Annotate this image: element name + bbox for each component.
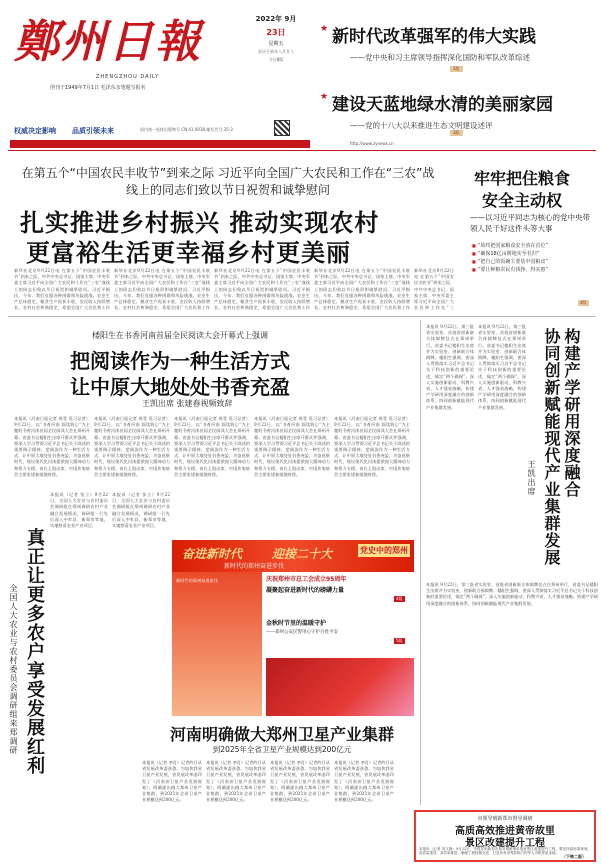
left-headline: 真正让更多农户享受发展红利 <box>24 528 45 775</box>
right-story[interactable] <box>422 320 598 805</box>
right-body-col3: 本报讯 9月22日，第三批省实验室、首批省创新联合体揭牌仪式在郑州举行。省委书记楼阳生出席并为实验室、创新联合体揭牌。楼阳生强调，要深入贯彻落实习近平总书记关于科技创新的重要论述，锚定“两个确保”，深入实施创新驱动、科教兴省、人才强省战略，构建产学研用深度融合的创新体系，协同创新赋能现代产业集群发展。 <box>426 582 598 606</box>
right-title-col2: 协同创新赋能现代产业集群发展 <box>542 328 561 566</box>
side-box-subtitle: ——以习近平同志为核心的党中央带领人民干好这件头等大事 <box>470 213 590 233</box>
second-kicker: 楼阳生在书香河南首届全民阅读大会开幕式上强调 <box>92 331 268 340</box>
left-body-col2: 本报讯（记者 张立）9月22日，全国人大农业与农村委员会调研组在郑州调研农村产业融合发展情况，调研组一行先后深入中牟县、新郑市等地，实地察看农业产业项目。 <box>112 492 170 529</box>
second-body-col4: 本报讯（河南日报记者 周青 见习记者）9月22日，以“书香河南 阅读润心”为主题的书香河南首届全民阅读大会在郑州开幕。省委书记楼阳生出席开幕式并强调，要深入学习贯彻习近平总书记关于阅读的重要指示精神，把阅读作为一种生活方式，让中原大地处处书香充盈，为奋进新时代、建设现代化河南提供强大精神动力和智力支撑。省长王凯出席，中国作家协会主席张建春视频致辞。 <box>254 416 330 477</box>
logo-pinyin: ZHENGZHOU DAILY <box>96 74 160 80</box>
feature-box[interactable] <box>172 540 414 718</box>
page-count: 今日8版 <box>268 57 284 62</box>
side-box-bullets <box>472 242 592 274</box>
feature-item-1[interactable] <box>266 572 414 612</box>
founding-note: 创刊于1949年7月1日 毛泽东亲笔题写报名 <box>50 85 146 91</box>
lead-body-col4: 新华社北京9月22日电 在第五个“中国农民丰收节”到来之际，中共中央总书记、国家主席、中央军委主席习近平向全国广大农民和工作在“三农”战线上的同志们致以节日祝贺和诚挚慰问。习近平指出，今年，我们克服各种困难和风险挑战，农业生产总体稳定，粮食生产再获丰收，农民收入持续增长，农村社会和谐稳定。希望全国广大农民和工作 <box>314 268 410 310</box>
masthead <box>0 0 601 156</box>
slogan-1: 权威决定影响 <box>14 127 56 135</box>
bottom-body-col1: 本报讯（记者 李肖）记者昨日从省发展改革委获悉，为加快我省卫星产业发展，省发展改革委印发了《河南省卫星产业发展规划》，明确提出做大郑州卫星产业集群，到2025年全省卫星产业规模达到200亿元。 <box>142 760 202 803</box>
bottom-subtitle: 到2025年全省卫星产业规模达到200亿元 <box>212 745 352 754</box>
page-tag: 5版 <box>396 638 403 643</box>
right-body-col2: 本报讯 9月22日，第三批省实验室、首批省创新联合体揭牌仪式在郑州举行。省委书记楼阳生出席并为实验室、创新联合体揭牌。楼阳生强调，要深入贯彻落实习近平总书记关于科技创新的重要论述，锚定“两个确保”，深入实施创新驱动、科教兴省、人才强省战略，构建产学研用深度融合的创新体系，协同创新赋能现代产业集群发展。 <box>478 324 526 410</box>
lead-body-col2: 新华社北京9月22日电 在第五个“中国农民丰收节”到来之际，中共中央总书记、国家主席、中央军委主席习近平向全国广大农民和工作在“三农”战线上的同志们致以节日祝贺和诚挚慰问。习近平指出，今年，我们克服各种困难和风险挑战，农业生产总体稳定，粮食生产再获丰收，农民收入持续增长，农村社会和谐稳定。希望全国广大农民和工作 <box>114 268 210 310</box>
side-box[interactable] <box>466 160 594 310</box>
highlight-headline-line1: 高质高效推进黄帝故里 <box>455 826 555 837</box>
right-title-col1: 构建产学研用深度融合 <box>562 328 581 498</box>
right-byline: 王凯出席 <box>527 460 536 496</box>
second-headline-line1: 把阅读作为一种生活方式 <box>70 349 290 373</box>
second-body-col1: 本报讯（河南日报记者 周青 见习记者）9月22日，以“书香河南 阅读润心”为主题的书香河南首届全民阅读大会在郑州开幕。省委书记楼阳生出席开幕式并强调，要深入学习贯彻习近平总书记关于阅读的重要指示精神，把阅读作为一种生活方式，让中原大地处处书香充盈，为奋进新时代、建设现代化河南提供强大精神动力和智力支撑。省长王凯出席，中国作家协会主席张建春视频致辞。 <box>14 416 90 477</box>
lead-story[interactable] <box>0 153 460 313</box>
feature-item-subtitle: 凝聚起奋进新时代的磅礴力量 <box>266 587 345 594</box>
star-icon: ★ <box>320 92 329 102</box>
feature-photo-text: 新时代的郑州奋进步伐 <box>176 578 218 583</box>
left-kicker: 全国人大农业与农村委员会调研组来郑调研 <box>9 584 18 755</box>
side-box-bullet: ■ “确保18亿亩耕地实至名归” <box>472 250 592 258</box>
second-body-col5: 本报讯（河南日报记者 周青 见习记者）9月22日，以“书香河南 阅读润心”为主题的书香河南首届全民阅读大会在郑州开幕。省委书记楼阳生出席开幕式并强调，要深入学习贯彻习近平总书记关于阅读的重要指示精神，把阅读作为一种生活方式，让中原大地处处书香充盈，为奋进新时代、建设现代化河南提供强大精神动力和智力支撑。省长王凯出席，中国作家协会主席张建春视频致辞。 <box>334 416 410 477</box>
headline-item-title: 建设天蓝地绿水清的美丽家园 <box>332 95 553 115</box>
highlight-body: 本报讯（记者 刘文静）9月22日，市领导到新郑市督导调研黄帝故里景区改建提升工程。要坚持高标准规划、高质量建设、高效率推进，确保工程按期完成，打造具有世界影响力的华人寻根拜祖圣地。 <box>419 847 591 856</box>
newspaper-logo: 鄭州日報 <box>14 15 203 68</box>
feature-banner <box>172 540 414 572</box>
bottom-body-col2: 本报讯（记者 李肖）记者昨日从省发展改革委获悉，为加快我省卫星产业发展，省发展改革委印发了《河南省卫星产业发展规划》，明确提出做大郑州卫星产业集群，到2025年全省卫星产业规模达到200亿元。 <box>206 760 266 803</box>
feature-item-title: 金秋时节里的温暖守护 <box>266 620 327 627</box>
lead-headline-line1: 扎实推进乡村振兴 推动实现农村 <box>20 208 380 237</box>
date-year-month: 2022年 9月 <box>255 15 297 23</box>
highlight-kicker: 市领导到新郑市督导调研 <box>477 816 533 822</box>
second-byline: 王凯出席 张建春视频致辞 <box>142 399 233 408</box>
lead-body-col5: 新华社北京9月22日电 在第五个“中国农民丰收节”到来之际，中共中央总书记、国家主席、中央军委主席习近平向全国广大农民和工作在“三 <box>414 268 454 310</box>
banner-caption: 新时代的郑州奋进步伐 <box>224 563 285 570</box>
lead-kicker: 在第五个“中国农民丰收节”到来之际 习近平向全国广大农民和工作在“三农”战线上的同志们致以节日祝贺和诚挚慰问 <box>21 166 435 197</box>
masthead-divider <box>8 150 596 151</box>
bottom-body-col4: 本报讯（记者 李肖）记者昨日从省发展改革委获悉，为加快我省卫星产业发展，省发展改革委印发了《河南省卫星产业发展规划》，明确提出做大郑州卫星产业集群，到2025年全省卫星产业规模达到200亿元。 <box>334 760 394 803</box>
second-story[interactable] <box>0 318 415 488</box>
banner-sub: 党史中的郑州 <box>360 545 408 555</box>
headline-item-title: 新时代改革强军的伟大实践 <box>332 27 536 47</box>
lead-headline-line2: 更富裕生活更幸福乡村更美丽 <box>26 238 351 267</box>
weekday: 星期五 <box>268 41 284 47</box>
side-box-title-line2: 安全主动权 <box>482 191 563 210</box>
bottom-story[interactable] <box>142 718 414 860</box>
page-tag: 3版 <box>450 130 463 136</box>
feature-photo-2 <box>266 658 414 716</box>
headline-item-subtitle: ——党的十八大以来推进生态文明建设述评 <box>350 121 493 130</box>
feature-item-subtitle: ——郑州公安民警用心守护百姓平安 <box>266 630 338 635</box>
qr-code <box>274 120 290 136</box>
star-icon: ★ <box>320 24 329 34</box>
date-day: 23日 <box>266 28 286 37</box>
headline-item-1[interactable] <box>320 22 595 71</box>
second-headline-line2: 让中原大地处处书香充盈 <box>70 375 290 399</box>
lead-body: 新华社北京9月22日电 在第五个“中国农民丰收节”到来之际，中共中央总书记、国家主席、中央军委主席习近平向全国广大农民和工作在“三农”战线上的同志们致以节日祝贺和诚挚慰问。习近平指出，今年，我们克服各种困难和风险挑战，农业生产总体稳定，粮食生产再获丰收，农民收入持续增长，农村社会和谐稳定。希望全国广大农民和工作 <box>14 268 110 310</box>
highlight-box[interactable] <box>414 810 596 862</box>
side-box-bullet: ■ “把自己的饭碗主要装中国粮食” <box>472 258 592 266</box>
side-box-bullet: ■ “始终把国家粮食安全放在首位” <box>472 242 592 250</box>
website[interactable]: http://www.zynews.cn <box>350 141 394 146</box>
weather-bar <box>10 140 310 156</box>
page-tag: 2版 <box>450 66 463 72</box>
feature-item-title: 庆祝郑州市总工会成立95周年 <box>266 576 347 583</box>
banner-right: 迎接二十大 <box>272 547 333 561</box>
side-box-bullet: ■ “要让种粮农民有钱挣、得实惠” <box>472 266 592 274</box>
highlight-continued: （下转二版） <box>562 854 586 859</box>
lunar-date: 农历壬寅年八月廿八 <box>258 49 294 54</box>
page-tag: 4版 <box>396 596 403 601</box>
second-body-col2: 本报讯（河南日报记者 周青 见习记者）9月22日，以“书香河南 阅读润心”为主题的书香河南首届全民阅读大会在郑州开幕。省委书记楼阳生出席开幕式并强调，要深入学习贯彻习近平总书记关于阅读的重要指示精神，把阅读作为一种生活方式，让中原大地处处书香充盈，为奋进新时代、建设现代化河南提供强大精神动力和智力支撑。省长王凯出席，中国作家协会主席张建春视频致辞。 <box>94 416 170 477</box>
lead-body-col3: 新华社北京9月22日电 在第五个“中国农民丰收节”到来之际，中共中央总书记、国家主席、中央军委主席习近平向全国广大农民和工作在“三农”战线上的同志们致以节日祝贺和诚挚慰问。习近平指出，今年，我们克服各种困难和风险挑战，农业生产总体稳定，粮食生产再获丰收，农民收入持续增长，农村社会和谐稳定。希望全国广大农民和工作 <box>214 268 310 310</box>
highlight-headline-line2: 景区改建提升工程 <box>465 838 545 849</box>
slogan-2: 品质引领未来 <box>72 127 114 135</box>
publication-info: 国内统一连续出版物号 CN 41-0038 邮发代号:35-3 <box>140 127 233 132</box>
bottom-body-col3: 本报讯（记者 李肖）记者昨日从省发展改革委获悉，为加快我省卫星产业发展，省发展改革委印发了《河南省卫星产业发展规划》，明确提出做大郑州卫星产业集群，到2025年全省卫星产业规模达到200亿元。 <box>270 760 330 803</box>
second-body-col3: 本报讯（河南日报记者 周青 见习记者）9月22日，以“书香河南 阅读润心”为主题的书香河南首届全民阅读大会在郑州开幕。省委书记楼阳生出席开幕式并强调，要深入学习贯彻习近平总书记关于阅读的重要指示精神，把阅读作为一种生活方式，让中原大地处处书香充盈，为奋进新时代、建设现代化河南提供强大精神动力和智力支撑。省长王凯出席，中国作家协会主席张建春视频致辞。 <box>174 416 250 477</box>
headline-item-subtitle: ——党中央和习主席领导指挥深化国防和军队改革综述 <box>350 53 530 62</box>
weather-text: 今天以多云为主 最高气温26℃ 最低气温16℃ 偏北风3~4级 <box>14 151 122 156</box>
section-divider <box>8 316 596 317</box>
left-body-col1: 本报讯（记者 张立）9月22日，全国人大农业与农村委员会调研组在郑州调研农村产业融合发展情况，调研组一行先后深入中牟县、新郑市等地，实地察看农业产业项目。 <box>50 492 108 529</box>
side-box-title-line1: 牢牢把住粮食 <box>474 169 571 188</box>
bottom-headline: 河南明确做大郑州卫星产业集群 <box>169 725 394 744</box>
feature-item-2[interactable] <box>266 616 414 656</box>
page-tag: 4版 <box>580 300 587 305</box>
headline-item-2[interactable] <box>320 90 595 135</box>
right-body-col1: 本报讯 9月22日，第三批省实验室、首批省创新联合体揭牌仪式在郑州举行。省委书记楼阳生出席并为实验室、创新联合体揭牌。楼阳生强调，要深入贯彻落实习近平总书记关于科技创新的重要论述，锚定“两个确保”，深入实施创新驱动、科教兴省、人才强省战略，构建产学研用深度融合的创新体系，协同创新赋能现代产业集群发展。 <box>426 324 474 410</box>
feature-photo <box>172 572 262 716</box>
date-block <box>252 14 300 63</box>
banner-left: 奋进新时代 <box>182 547 243 561</box>
